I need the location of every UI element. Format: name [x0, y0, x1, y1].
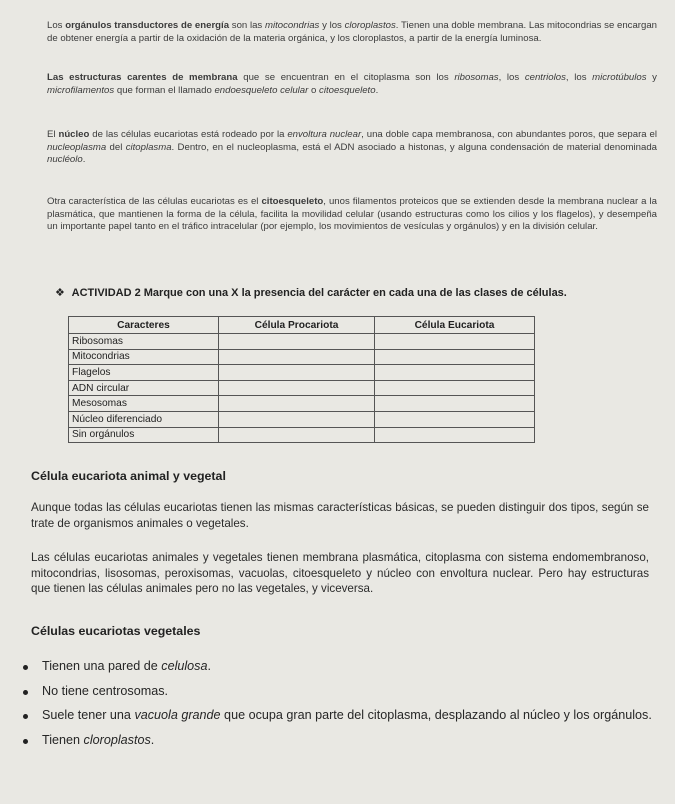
- list-item: Tienen cloroplastos.: [42, 732, 652, 750]
- procariota-cell[interactable]: [219, 365, 375, 381]
- eucariota-cell[interactable]: [375, 334, 535, 350]
- cell-characters-table: [68, 316, 535, 443]
- list-item: Suele tener una vacuola grande que ocupa gran parte del citoplasma, desplazando al núcleo y los orgánulos.: [42, 707, 652, 725]
- bullet-icon: [23, 665, 28, 670]
- procariota-cell[interactable]: [219, 411, 375, 427]
- paragraph-membraneless-structures: Las estructuras carentes de membrana que se encuentran en el citoplasma son los ribosomas, los centriolos, los microtúbulos y microfilamentos que forman el llamado endoesqueleto celular o citoesqueleto.: [47, 72, 657, 96]
- procariota-cell[interactable]: [219, 349, 375, 365]
- bullet-icon: [23, 714, 28, 719]
- header-eucariota: Célula Eucariota: [375, 317, 535, 334]
- table-row: [69, 427, 535, 443]
- eucariota-cell[interactable]: [375, 396, 535, 412]
- diamond-bullet-icon: ❖: [55, 287, 65, 299]
- procariota-cell[interactable]: [219, 396, 375, 412]
- row-label: Ribosomas: [69, 334, 219, 350]
- row-label: Flagelos: [69, 365, 219, 381]
- procariota-cell[interactable]: [219, 427, 375, 443]
- row-label: Mitocondrias: [69, 349, 219, 365]
- heading-eucariotas-vegetales: Células eucariotas vegetales: [31, 624, 201, 638]
- procariota-cell[interactable]: [219, 334, 375, 350]
- activity-instruction: ❖ ACTIVIDAD 2 Marque con una X la presencia del carácter en cada una de las clases de células.: [55, 287, 567, 299]
- header-procariota: Célula Procariota: [219, 317, 375, 334]
- row-label: Núcleo diferenciado: [69, 411, 219, 427]
- table-row: [69, 396, 535, 412]
- table-header-row: [69, 317, 535, 334]
- eucariota-cell[interactable]: [375, 380, 535, 396]
- header-caracteres: Caracteres: [69, 317, 219, 334]
- procariota-cell[interactable]: [219, 380, 375, 396]
- row-label: Sin orgánulos: [69, 427, 219, 443]
- paragraph-transducers: Los orgánulos transductores de energía son las mitocondrias y los cloroplastos. Tienen una doble membrana. Las mitocondrias se encargan de obtener energía a partir de la oxidación de la materia orgánica, y los cloroplastos, a partir de la energía luminosa.: [47, 20, 658, 44]
- list-item: No tiene centrosomas.: [42, 683, 652, 701]
- paragraph-shared-structures: Las células eucariotas animales y vegetales tienen membrana plasmática, citoplasma con sistema endomembranoso, mitocondrias, lisosomas, peroxisomas, vacuolas, citoesqueleto y núcleo con envoltura nuclear. Pero hay estructuras que tienen las células animales pero no las vegetales, y viceversa.: [31, 551, 649, 596]
- paragraph-cytoskeleton: Otra característica de las células eucariotas es el citoesqueleto, unos filamentos proteicos que se extienden desde la membrana nuclear a la plasmática, que mantienen la forma de la célula, facilita la movilidad celular (usando estructuras como los cilios y los flagelos), y desempeña un importante papel tanto en el tráfico intracelular (por ejemplo, los movimientos de vesículas y orgánulos) y en la división celular.: [47, 196, 657, 233]
- row-label: Mesosomas: [69, 396, 219, 412]
- table-row: [69, 349, 535, 365]
- row-label: ADN circular: [69, 380, 219, 396]
- eucariota-cell[interactable]: [375, 349, 535, 365]
- paragraph-nucleus: El núcleo de las células eucariotas está rodeado por la envoltura nuclear, una doble capa membranosa, con abundantes poros, que separa el nucleoplasma del citoplasma. Dentro, en el nucleoplasma, está el ADN asociado a histonas, y alguna condensación de material denominada nucléolo.: [47, 129, 657, 166]
- table-row: [69, 365, 535, 381]
- table-row: [69, 380, 535, 396]
- plant-cell-feature-list: [42, 658, 652, 749]
- eucariota-cell[interactable]: [375, 365, 535, 381]
- bullet-icon: [23, 690, 28, 695]
- list-item: Tienen una pared de celulosa.: [42, 658, 652, 676]
- paragraph-two-types: Aunque todas las células eucariotas tienen las mismas características básicas, se pueden distinguir dos tipos, según se trate de organismos animales o vegetales.: [31, 501, 649, 530]
- table-row: [69, 411, 535, 427]
- eucariota-cell[interactable]: [375, 427, 535, 443]
- table-row: [69, 334, 535, 350]
- heading-eucariota-animal-vegetal: Célula eucariota animal y vegetal: [31, 469, 226, 483]
- bullet-icon: [23, 739, 28, 744]
- eucariota-cell[interactable]: [375, 411, 535, 427]
